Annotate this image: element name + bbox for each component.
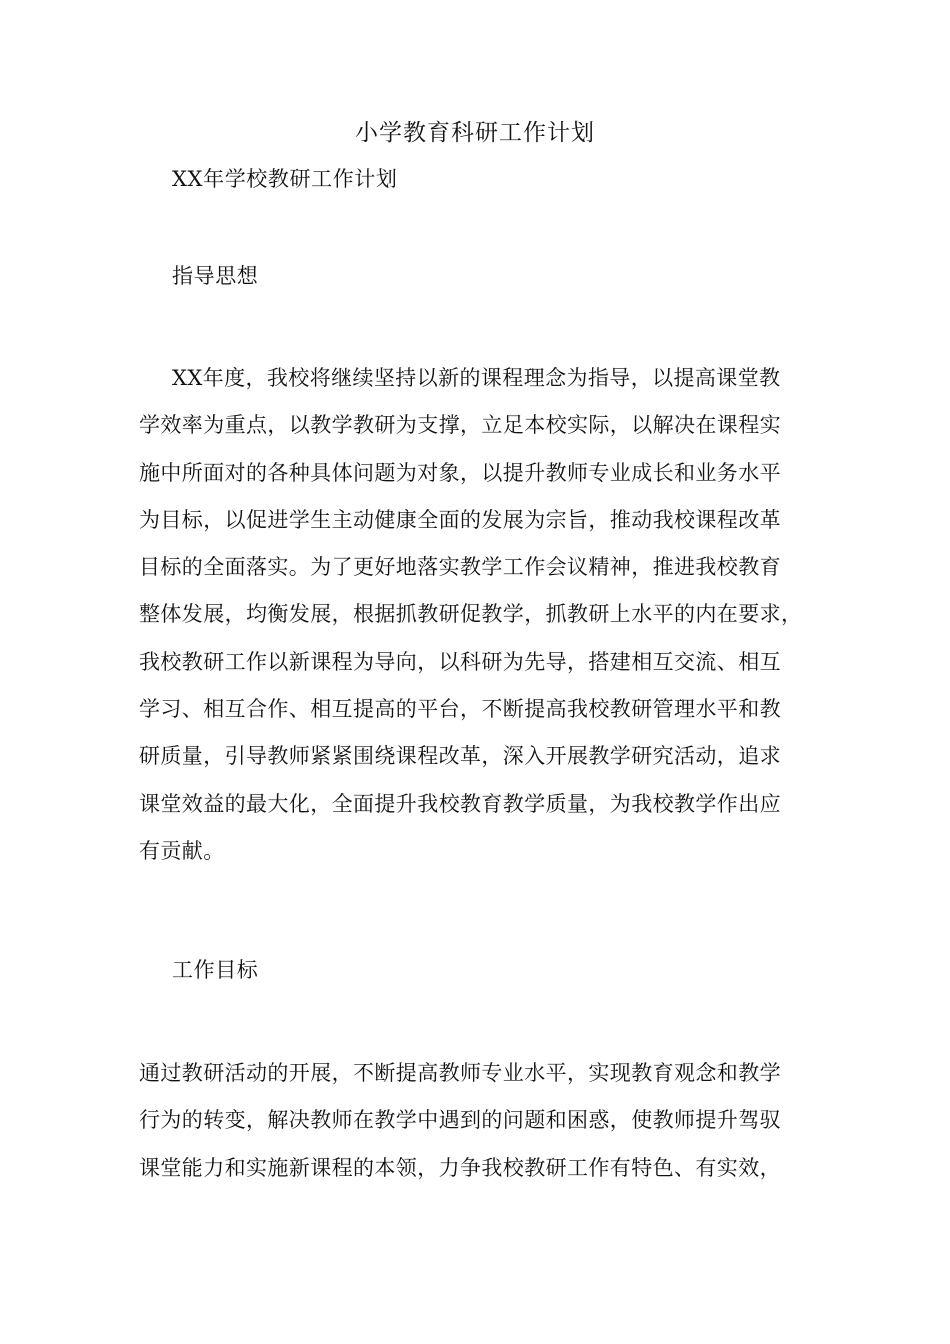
goal-paragraph — [139, 1050, 829, 1192]
section-heading-goal: 工作目标 — [172, 958, 259, 982]
document-title: 小学教育科研工作计划 — [355, 120, 595, 146]
paragraph-line: 行为的转变，解决教师在教学中遇到的问题和困惑，使教师提升驾驭 — [139, 1108, 781, 1133]
guiding-paragraph — [139, 355, 829, 875]
paragraph-line: 课堂能力和实施新课程的本领，力争我校教研工作有特色、有实效， — [139, 1155, 781, 1180]
paragraph-line: 学效率为重点，以教学教研为支撑，立足本校实际，以解决在课程实 — [139, 413, 781, 438]
paragraph-line: 课堂效益的最大化，全面提升我校教育教学质量，为我校教学作出应 — [139, 791, 781, 816]
paragraph-line: XX年度，我校将继续坚持以新的课程理念为指导，以提高课堂教 — [172, 366, 781, 390]
paragraph-line: 学习、相互合作、相互提高的平台，不断提高我校教研管理水平和教 — [139, 697, 781, 722]
paragraph-line: 施中所面对的各种具体问题为对象，以提升教师专业成长和业务水平 — [139, 460, 781, 485]
paragraph-line: 为目标，以促进学生主动健康全面的发展为宗旨，推动我校课程改革 — [139, 507, 781, 532]
document-subtitle: XX年学校教研工作计划 — [172, 167, 398, 191]
paragraph-line: 整体发展，均衡发展，根据抓教研促教学，抓教研上水平的内在要求， — [139, 602, 803, 627]
paragraph-line: 目标的全面落实。为了更好地落实教学工作会议精神，推进我校教育 — [139, 555, 781, 580]
section-heading-guiding: 指导思想 — [172, 264, 259, 288]
paragraph-line: 有贡献。 — [139, 838, 225, 863]
paragraph-line: 我校教研工作以新课程为导向，以科研为先导，搭建相互交流、相互 — [139, 649, 781, 674]
paragraph-line: 研质量，引导教师紧紧围绕课程改革，深入开展教学研究活动，追求 — [139, 744, 781, 769]
paragraph-line: 通过教研活动的开展，不断提高教师专业水平，实现教育观念和教学 — [139, 1061, 781, 1085]
